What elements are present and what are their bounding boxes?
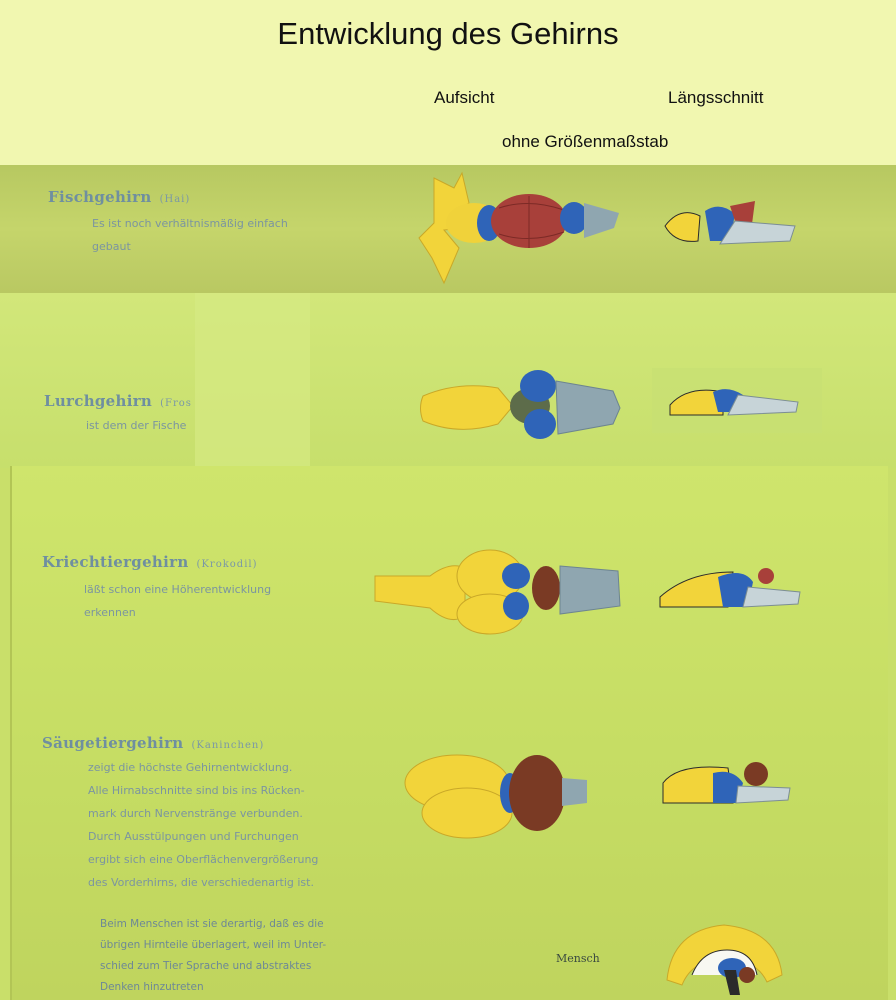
row-heading-fish: Fischgehirn (Hai) xyxy=(48,188,191,206)
row-animal-fish: (Hai) xyxy=(159,194,191,205)
row-heading-reptile: Kriechtiergehirn (Krokodil) xyxy=(42,553,258,571)
mammal-brain-section-model xyxy=(658,758,793,808)
header-panel xyxy=(0,0,896,165)
row-animal-reptile: (Krokodil) xyxy=(196,559,258,570)
row-text-reptile: läßt schon eine Höherentwicklung erkennen xyxy=(84,583,272,619)
fish-brain-section-model xyxy=(660,196,800,256)
human-brain-section-model xyxy=(662,920,787,995)
reptile-brain-section-model xyxy=(658,562,803,612)
amphibian-brain-top-model xyxy=(418,366,623,446)
row-animal-mammal: (Kaninchen) xyxy=(191,740,265,751)
column-label-top-view: Aufsicht xyxy=(434,88,495,107)
mammal-brain-top-model xyxy=(402,748,592,843)
row-heading-amphibian: Lurchgehirn (Fros xyxy=(44,392,192,410)
row-heading-mammal: Säugetiergehirn (Kaninchen) xyxy=(42,734,265,752)
human-label: Mensch xyxy=(556,952,600,965)
amphibian-brain-section-model xyxy=(668,380,803,420)
human-note: Beim Menschen ist sie derartig, daß es die übrigen Hirnteile überlagert, weil im Unter- schied zum Tier Sprache und abstraktes Denken hinzutreten xyxy=(100,918,327,993)
reptile-brain-top-model xyxy=(370,546,625,641)
column-label-section: Längsschnitt xyxy=(668,88,764,107)
row-text-amphibian: ist dem der Fische xyxy=(86,419,187,432)
page-title: Entwicklung des Gehirns xyxy=(277,16,619,51)
fish-brain-top-model xyxy=(414,168,624,288)
row-text-mammal: zeigt die höchste Gehirnentwicklung. Alle Hirnabschnitte sind bis ins Rücken- mark durch Nervenstränge verbunden. Durch Ausstülpungen und Furchungen ergibt sich eine Oberflächenvergrößerung des Vorderhirns, die verschiedenartig ist. xyxy=(88,761,319,889)
scale-note: ohne Größenmaßstab xyxy=(502,132,669,151)
row-animal-amphibian: (Fros xyxy=(160,398,192,409)
row-text-fish: Es ist noch verhältnismäßig einfach gebaut xyxy=(92,217,288,253)
